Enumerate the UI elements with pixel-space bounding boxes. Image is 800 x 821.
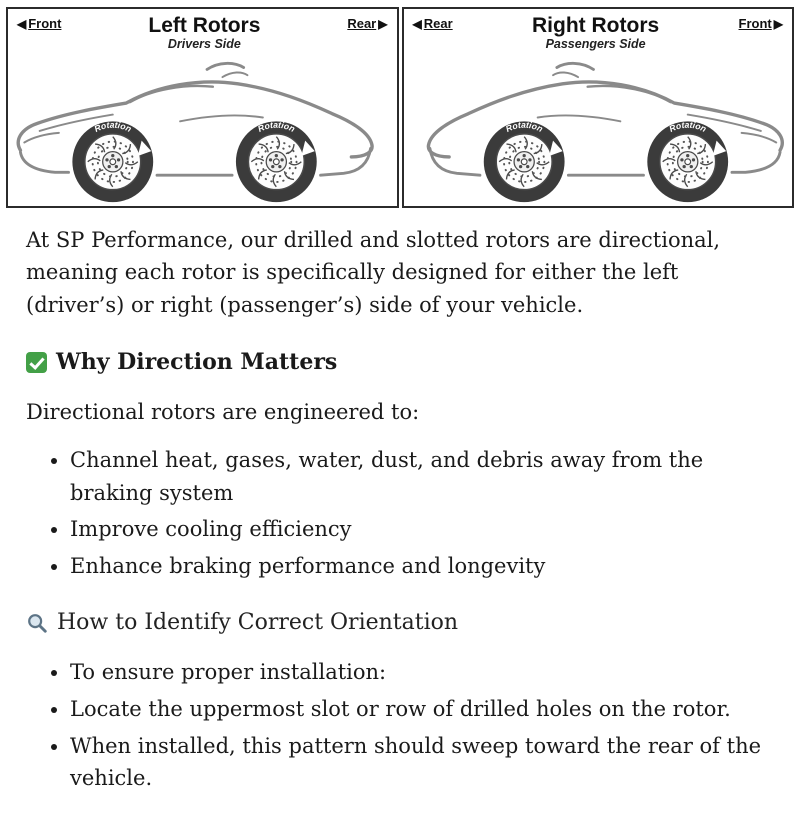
panel-subtitle: Drivers Side [167,37,241,52]
article-body [0,208,800,821]
left-car-illustration [8,54,397,206]
panel-subtitle: Passengers Side [545,37,646,52]
right-car-illustration [404,54,793,206]
panel-title: Left Rotors [148,14,261,37]
list-item: • To ensure proper installation: [70,656,774,689]
section-title: How to Identify Correct Orientation [57,610,459,636]
intro-paragraph: At SP Performance, our drilled and slotted rotors are directional, meaning each rotor is specifically designed for either the left (driver’s) or right (passenger’s) side of your vehicle. [26,227,721,317]
lead-paragraph: Directional rotors are engineered to: [26,399,420,424]
right-arrow-icon: ▶ [773,16,783,31]
front-direction-label: ◀ Front [17,16,62,31]
left-arrow-icon: ◀ [412,16,422,31]
left-panel-header [8,9,397,52]
list-item: • Channel heat, gases, water, dust, and debris away from the braking system [70,444,774,509]
section-heading-why-direction-matters [26,345,774,379]
rear-direction-label: Rear ▶ [347,16,388,31]
right-panel-header [404,9,793,52]
section-title: Why Direction Matters [56,349,338,376]
left-rotors-panel [6,7,399,208]
magnifying-glass-icon [26,612,48,634]
rotor-direction-diagram [6,7,794,208]
benefits-list [26,444,774,582]
panel-title: Right Rotors [532,14,660,37]
right-rotors-panel [402,7,795,208]
rear-direction-label: ◀ Rear [412,16,453,31]
left-arrow-icon: ◀ [17,16,27,31]
list-item: • Improve cooling efficiency [70,513,774,546]
right-arrow-icon: ▶ [378,16,388,31]
front-direction-label: Front ▶ [738,16,783,31]
list-item: • Locate the uppermost slot or row of drilled holes on the rotor. [70,693,774,726]
section-heading-how-to-identify [26,606,774,640]
check-mark-icon [26,352,47,373]
list-item: • Enhance braking performance and longevity [70,550,774,583]
orientation-list [26,656,774,794]
list-item: • When installed, this pattern should sweep toward the rear of the vehicle. [70,730,774,795]
